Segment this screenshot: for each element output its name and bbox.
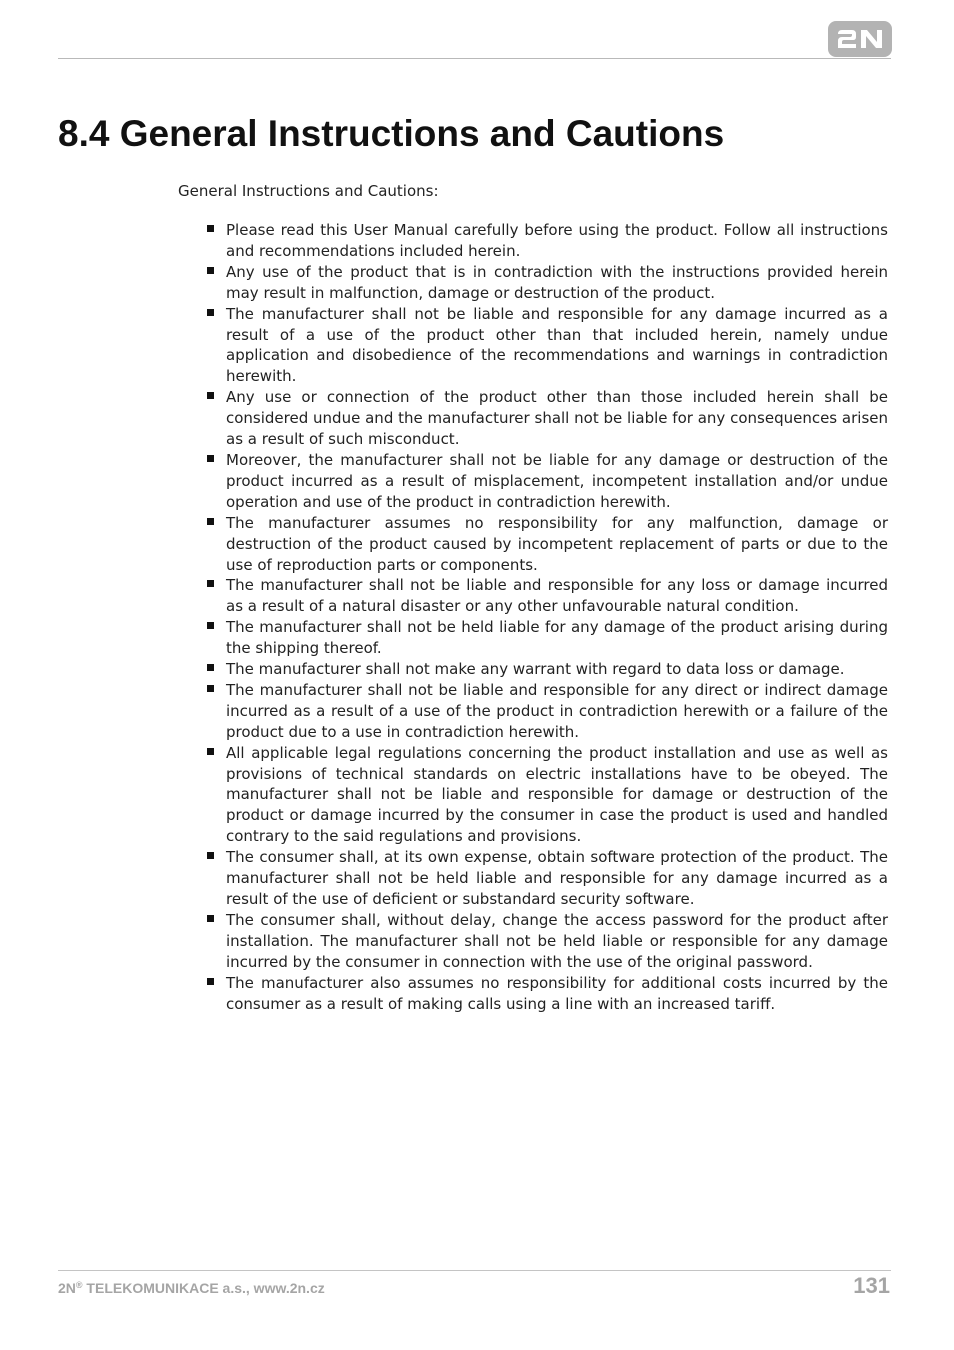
square-bullet-icon [207,309,214,316]
square-bullet-icon [207,748,214,755]
square-bullet-icon [207,455,214,462]
square-bullet-icon [207,978,214,985]
footer-divider [58,1270,891,1271]
list-item [207,847,888,910]
list-item-text: The consumer shall, without delay, change the access password for the product after installation. The manufacturer shall not be held liable or responsible for any damage incurred by the consumer in connection with the use of the original password. [226,910,888,971]
list-item [207,973,888,1015]
registered-mark: ® [75,1280,83,1290]
footer-company-text: TELEKOMUNIKACE a.s., www.2n.cz [82,1280,325,1296]
list-item [207,910,888,973]
page-number: 131 [853,1273,890,1298]
square-bullet-icon [207,915,214,922]
list-item [207,220,888,262]
square-bullet-icon [207,664,214,671]
square-bullet-icon [207,225,214,232]
2n-logo-icon [828,21,892,57]
square-bullet-icon [207,580,214,587]
square-bullet-icon [207,267,214,274]
intro-text: General Instructions and Cautions: [178,182,439,200]
footer-brand: 2N [58,1280,76,1296]
square-bullet-icon [207,392,214,399]
list-item-text: Any use of the product that is in contradiction with the instructions provided herein may result in malfunction, damage or destruction of the product. [226,262,888,302]
list-item [207,743,888,848]
square-bullet-icon [207,622,214,629]
list-item [207,680,888,743]
list-item-text: The manufacturer shall not be held liable for any damage of the product arising during the shipping thereof. [226,618,888,658]
square-bullet-icon [207,852,214,859]
list-item-text: The manufacturer shall not be liable and responsible for any direct or indirect damage incurred as a result of a use of the product in contradiction herewith or a failure of the product due to a use in contradiction herewith. [226,680,888,741]
footer-company [58,1278,325,1298]
list-item-text: Moreover, the manufacturer shall not be liable for any damage or destruction of the product incurred as a result of misplacement, incompetent installation and/or undue operation and use of the product in contradiction herewith. [226,450,888,511]
list-item [207,617,888,659]
list-item [207,575,888,617]
list-item-text: The manufacturer shall not make any warrant with regard to data loss or damage. [226,660,845,679]
page-title: 8.4 General Instructions and Cautions [58,113,725,154]
list-item [207,304,888,388]
list-item-text: The manufacturer shall not be liable and responsible for any loss or damage incurred as a result of a natural disaster or any other unfavourable natural condition. [226,576,888,616]
square-bullet-icon [207,685,214,692]
list-item-text: Please read this User Manual carefully before using the product. Follow all instructions and recommendations included herein. [226,221,888,260]
header-divider [58,58,891,59]
list-item [207,450,888,513]
list-item-text: The manufacturer shall not be liable and responsible for any damage incurred as a result of a use of the product other than that included herein, namely undue application and disobedience of the recommendations and warnings in contradiction herewith. [226,304,888,386]
cautions-list [207,220,888,1014]
list-item-text: The consumer shall, at its own expense, obtain software protection of the product. The manufacturer shall not be held liable and responsible for any damage incurred as a result of the use of deficient or substandard security software. [226,848,888,908]
list-item [207,387,888,450]
list-item-text: Any use or connection of the product other than those included herein shall be considered undue and the manufacturer shall not be liable for any consequences arisen as a result of such misconduct. [226,388,888,449]
list-item [207,262,888,304]
list-item [207,659,888,680]
list-item-text: All applicable legal regulations concerning the product installation and use as well as provisions of technical standards on electric installations have to be obeyed. The manufacturer shall not be liable and responsible for damage or destruction of the product or damage incurred by the consumer in case the product is used and handled contrary to the said regulations and provisions. [226,743,888,846]
square-bullet-icon [207,518,214,525]
list-item-text: The manufacturer also assumes no responsibility for additional costs incurred by the consumer as a result of making calls using a line with an increased tariff. [226,973,888,1013]
list-item [207,513,888,576]
list-item-text: The manufacturer assumes no responsibility for any malfunction, damage or destruction of the product caused by incompetent replacement of parts or due to the use of reproduction parts or components. [226,513,888,574]
